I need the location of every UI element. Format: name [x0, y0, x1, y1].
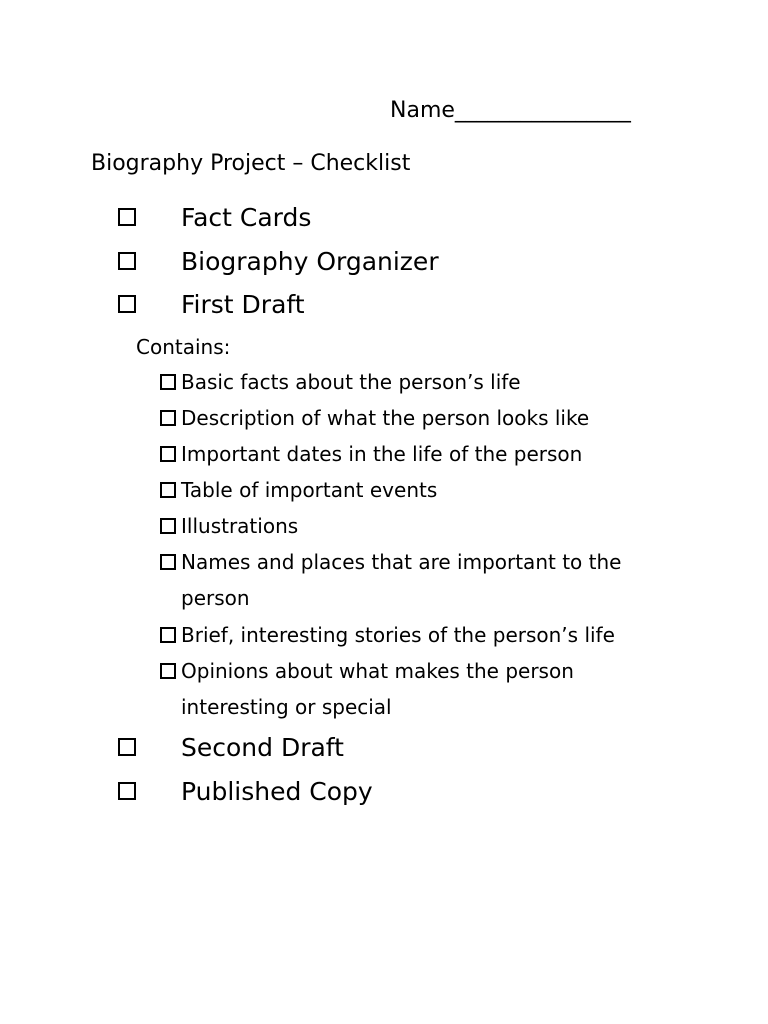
sublist-item[interactable] [160, 436, 720, 472]
sublist-item[interactable] [160, 653, 720, 725]
sublist-item-text: Illustrations [181, 514, 299, 538]
sublist-item-text: Basic facts about the person’s life [181, 370, 521, 394]
checklist-item-second-draft[interactable] [0, 728, 768, 772]
sublist-item[interactable] [160, 617, 720, 653]
checkbox-icon[interactable] [160, 518, 176, 534]
sublist-item-text: Brief, interesting stories of the person’s life [181, 623, 615, 647]
checkbox-icon[interactable] [160, 410, 176, 426]
sublist-item-text: Table of important events [181, 478, 438, 502]
checkbox-icon[interactable] [160, 554, 176, 570]
checklist-item-label: Biography Organizer [181, 247, 439, 276]
checkbox-icon[interactable] [118, 208, 136, 226]
sublist-item-text: Names and places that are important to the person [181, 550, 622, 610]
sublist-item-text: Opinions about what makes the person interesting or special [181, 659, 574, 719]
checkbox-icon[interactable] [160, 374, 176, 390]
sublist-item[interactable] [160, 364, 720, 400]
page-title: Biography Project – Checklist [91, 151, 411, 176]
checklist-item-label: Fact Cards [181, 203, 312, 232]
sublist-item[interactable] [160, 508, 720, 544]
name-field: Name________________ [390, 98, 631, 123]
sublist-item-text: Important dates in the life of the person [181, 442, 583, 466]
checkbox-icon[interactable] [118, 738, 136, 756]
checkbox-icon[interactable] [118, 295, 136, 313]
checklist-item-first-draft[interactable] [0, 285, 768, 329]
sublist-item[interactable] [160, 400, 720, 436]
checklist-item-biography-organizer[interactable] [0, 242, 768, 286]
checkbox-icon[interactable] [118, 782, 136, 800]
contains-heading: Contains: [136, 335, 231, 359]
checklist-item-label: First Draft [181, 290, 305, 319]
checklist-item-fact-cards[interactable] [0, 198, 768, 242]
sublist-item[interactable] [160, 472, 720, 508]
checkbox-icon[interactable] [160, 627, 176, 643]
checkbox-icon[interactable] [160, 446, 176, 462]
checklist-item-published-copy[interactable] [0, 772, 768, 816]
checkbox-icon[interactable] [160, 663, 176, 679]
checkbox-icon[interactable] [118, 252, 136, 270]
checkbox-icon[interactable] [160, 482, 176, 498]
checklist-item-label: Published Copy [181, 777, 373, 806]
checklist-item-label: Second Draft [181, 733, 344, 762]
sublist-item-text: Description of what the person looks like [181, 406, 590, 430]
sublist-item[interactable] [160, 544, 720, 616]
